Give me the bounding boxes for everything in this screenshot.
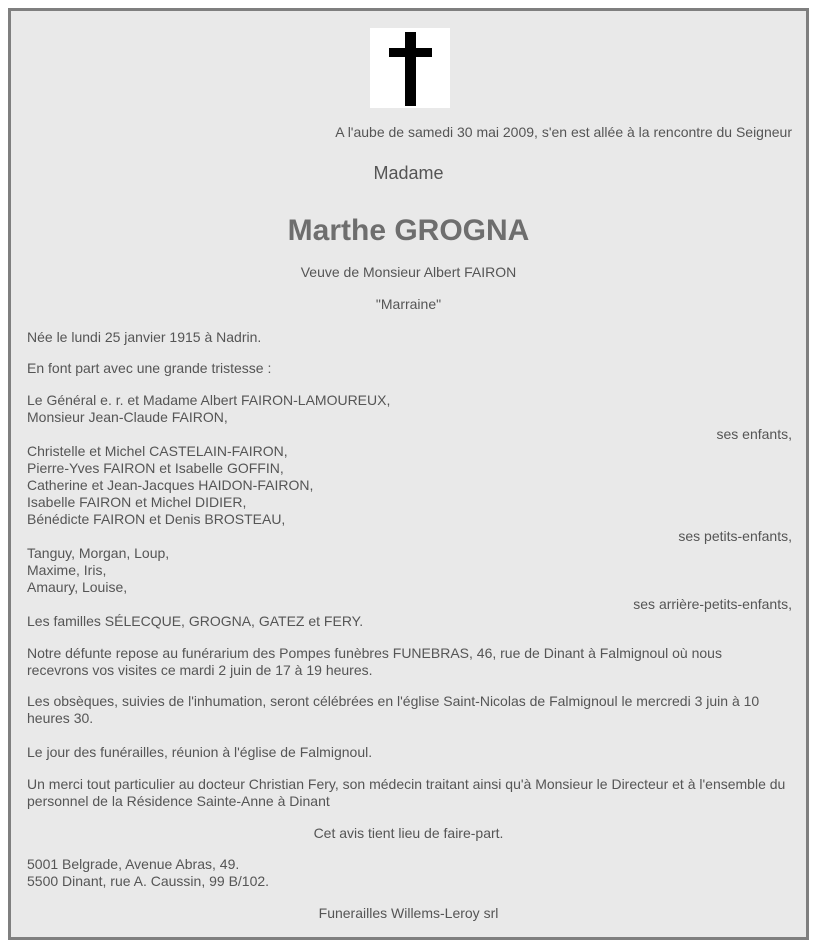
address-line: 5001 Belgrade, Avenue Abras, 49. xyxy=(27,856,240,872)
family-line: Catherine et Jean-Jacques HAIDON-FAIRON, xyxy=(27,477,314,493)
cross-icon xyxy=(370,28,450,108)
family-line: Pierre-Yves FAIRON et Isabelle GOFFIN, xyxy=(27,460,284,476)
families-text: Les familles SÉLECQUE, GROGNA, GATEZ et FERY. xyxy=(27,613,364,629)
family-line: Maxime, Iris, xyxy=(27,562,107,578)
relation-label: ses enfants, xyxy=(716,426,792,442)
address-line: 5500 Dinant, rue A. Caussin, 99 B/102. xyxy=(27,873,270,889)
family-line: Tanguy, Morgan, Loup, xyxy=(27,545,170,561)
widow-of-text: Veuve de Monsieur Albert FAIRON xyxy=(300,264,517,280)
intro-text: A l'aube de samedi 30 mai 2009, s'en est allée à la rencontre du Seigneur xyxy=(335,124,792,140)
deceased-name: Marthe GROGNA xyxy=(287,214,530,247)
reunion-paragraph: Le jour des funérailles, réunion à l'église de Falmignoul. xyxy=(27,744,373,760)
family-line: Bénédicte FAIRON et Denis BROSTEAU, xyxy=(27,511,286,527)
relation-label: ses arrière-petits-enfants, xyxy=(633,596,792,612)
family-line: Isabelle FAIRON et Michel DIDIER, xyxy=(27,494,247,510)
announce-text: En font part avec une grande tristesse : xyxy=(27,360,272,376)
family-line: Amaury, Louise, xyxy=(27,579,128,595)
family-line: Le Général e. r. et Madame Albert FAIRON-LAMOUREUX, xyxy=(27,392,391,408)
birth-text: Née le lundi 25 janvier 1915 à Nadrin. xyxy=(27,329,262,345)
honorific: Madame xyxy=(373,163,444,183)
relation-label: ses petits-enfants, xyxy=(678,528,792,544)
funeral-paragraph: Les obsèques, suivies de l'inhumation, seront célébrées en l'église Saint-Nicolas de Falmignoul le mercredi 3 juin à 10 heures 30. xyxy=(27,693,760,726)
funeral-agency: Funerailles Willems-Leroy srl xyxy=(318,905,499,921)
nickname: "Marraine" xyxy=(375,296,442,312)
thanks-paragraph: Un merci tout particulier au docteur Christian Fery, son médecin traitant ainsi qu'à Monsieur le Directeur et à l'ensemble du personnel de la Résidence Sainte-Anne à Dinant xyxy=(27,776,786,809)
obituary-notice xyxy=(8,8,809,940)
repose-paragraph: Notre défunte repose au funérarium des Pompes funèbres FUNEBRAS, 46, rue de Dinant à Falmignoul où nous recevrons vos visites ce mardi 2 juin de 17 à 19 heures. xyxy=(27,645,722,678)
notice-statement: Cet avis tient lieu de faire-part. xyxy=(313,825,504,841)
family-line: Monsieur Jean-Claude FAIRON, xyxy=(27,409,228,425)
family-line: Christelle et Michel CASTELAIN-FAIRON, xyxy=(27,443,288,459)
